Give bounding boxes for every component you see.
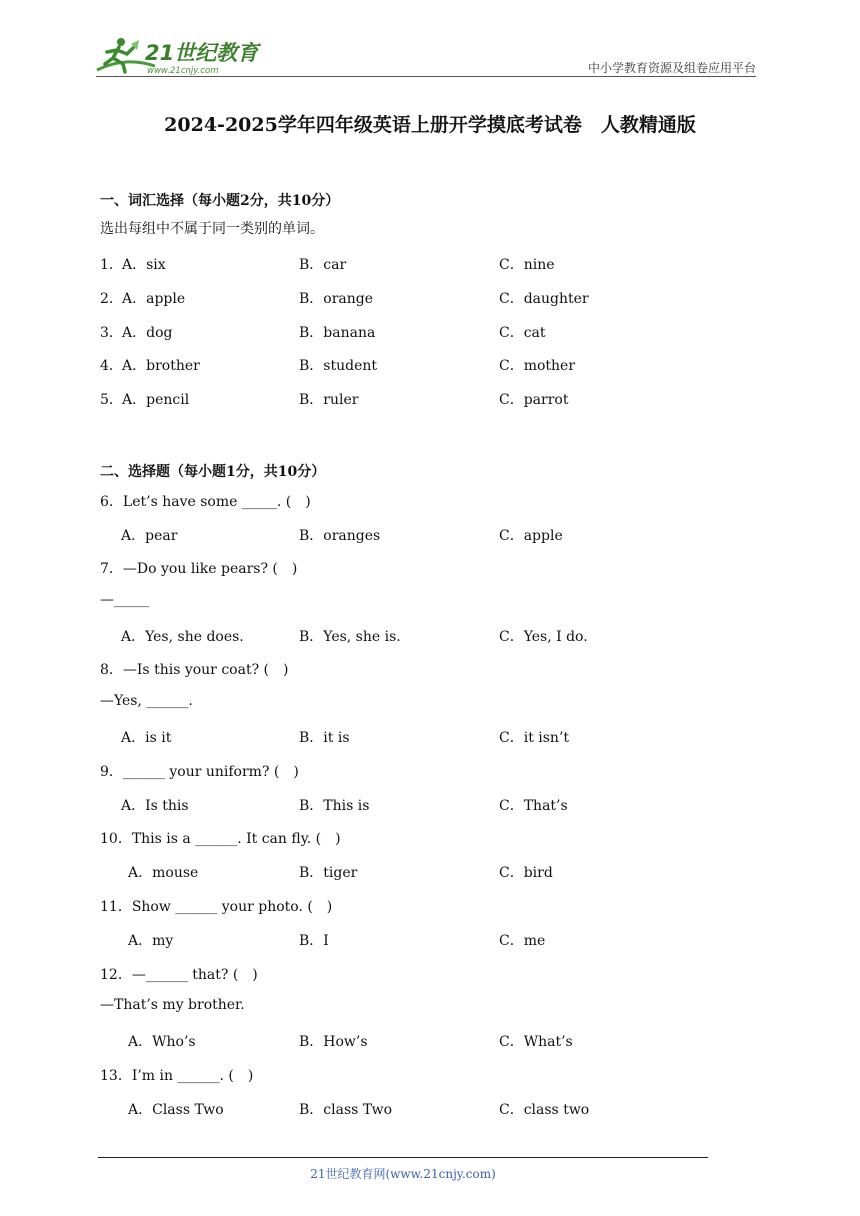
- footer-divider: [98, 1157, 708, 1158]
- site-logo: [95, 34, 265, 78]
- option-a: A．six: [122, 257, 166, 273]
- question-stem: 7．—Do you like pears? ( ): [100, 561, 298, 577]
- question-stem: 10．This is a ______. It can fly. ( ): [100, 831, 341, 847]
- option-a: A．apple: [122, 291, 186, 307]
- option-c: C．me: [499, 933, 546, 949]
- option-b: B．car: [299, 257, 347, 273]
- option-c: C．cat: [499, 325, 546, 341]
- question-stem: 8．—Is this your coat? ( ): [100, 662, 289, 678]
- option-a: A．dog: [122, 325, 173, 341]
- option-b: B．student: [299, 358, 378, 374]
- option-a: A．pencil: [122, 392, 190, 408]
- answer-line: —_____: [100, 592, 149, 608]
- option-a: A．pear: [121, 528, 178, 544]
- section-2-heading: 二、选择题（每小题1分，共10分）: [100, 464, 326, 480]
- option-b: B．it is: [299, 730, 350, 746]
- option-c: C．That’s: [499, 798, 568, 814]
- option-b: B．Yes, she is.: [299, 629, 401, 645]
- svg-text:www.21cnjy.com: www.21cnjy.com: [147, 66, 219, 76]
- question-number: 2．: [100, 291, 123, 307]
- question-number: 1．: [100, 257, 123, 273]
- option-a: A．mouse: [128, 865, 199, 881]
- option-b: B．banana: [299, 325, 376, 341]
- question-number: 4．: [100, 358, 123, 374]
- site-tagline: 中小学教育资源及组卷应用平台: [587, 61, 756, 75]
- option-c: C．bird: [499, 865, 553, 881]
- option-a: A．my: [128, 933, 174, 949]
- question-number: 3．: [100, 325, 123, 341]
- option-c: C．nine: [499, 257, 555, 273]
- option-a: A．Is this: [121, 798, 189, 814]
- option-b: B．ruler: [299, 392, 359, 408]
- question-stem: 13．I’m in ______. ( ): [100, 1068, 254, 1084]
- option-a: A．brother: [122, 358, 200, 374]
- answer-line: —That’s my brother.: [100, 997, 245, 1013]
- option-b: B．How’s: [299, 1034, 368, 1050]
- option-b: B．tiger: [299, 865, 358, 881]
- option-c: C．Yes, I do.: [499, 629, 588, 645]
- option-a: A．Yes, she does.: [121, 629, 244, 645]
- option-a: A．Class Two: [128, 1102, 224, 1118]
- option-c: C．class two: [499, 1102, 590, 1118]
- option-a: A．is it: [121, 730, 172, 746]
- answer-line: —Yes, ______.: [100, 693, 193, 709]
- question-stem: 9．______ your uniform? ( ): [100, 764, 299, 780]
- option-c: C．apple: [499, 528, 563, 544]
- question-stem: 6．Let’s have some _____. ( ): [100, 494, 311, 510]
- option-c: C．mother: [499, 358, 576, 374]
- section-1-heading: 一、词汇选择（每小题2分，共10分）: [100, 193, 340, 209]
- option-b: B．orange: [299, 291, 374, 307]
- option-c: C．What’s: [499, 1034, 573, 1050]
- option-b: B．class Two: [299, 1102, 393, 1118]
- option-c: C．parrot: [499, 392, 569, 408]
- question-stem: 11．Show ______ your photo. ( ): [100, 899, 333, 915]
- svg-text:21世纪教育: 21世纪教育: [145, 41, 259, 65]
- header-divider: [96, 76, 756, 77]
- option-b: B．oranges: [299, 528, 381, 544]
- section-1-instruction: 选出每组中不属于同一类别的单词。: [100, 221, 324, 237]
- option-b: B．This is: [299, 798, 370, 814]
- runner-logo-icon: [95, 34, 265, 78]
- option-b: B．I: [299, 933, 329, 949]
- footer-link[interactable]: 21世纪教育网(www.21cnjy.com): [310, 1167, 496, 1181]
- document-title: 2024-2025学年四年级英语上册开学摸底考试卷 人教精通版: [164, 114, 696, 136]
- option-c: C．daughter: [499, 291, 589, 307]
- option-c: C．it isn’t: [499, 730, 570, 746]
- option-a: A．Who’s: [128, 1034, 196, 1050]
- question-stem: 12．—______ that? ( ): [100, 967, 258, 983]
- question-number: 5．: [100, 392, 123, 408]
